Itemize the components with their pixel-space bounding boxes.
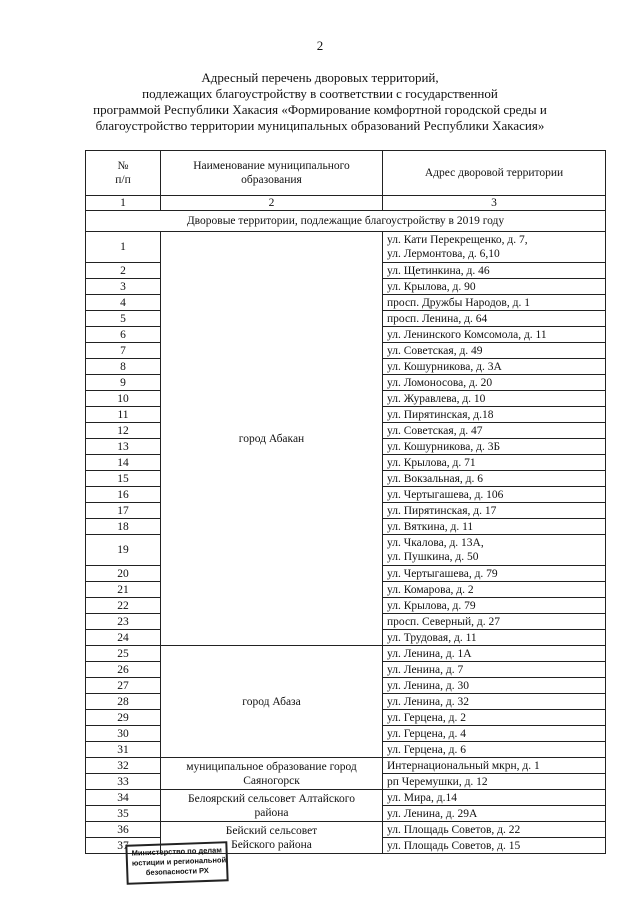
row-address: ул. Ленина, д. 32: [383, 694, 606, 710]
stamp-line: Министерство по делам: [131, 845, 222, 858]
document-title: [80, 70, 560, 134]
column-number: 1: [86, 196, 161, 211]
address-table: [85, 150, 606, 854]
stamp-line: безопасности РХ: [145, 865, 209, 878]
row-number: 18: [86, 519, 161, 535]
row-number: 1: [86, 232, 161, 263]
row-address: ул. Вяткина, д. 11: [383, 519, 606, 535]
title-line: благоустройство территории муниципальных образований Республики Хакасия»: [95, 118, 545, 133]
row-address: ул. Ленина, д. 1А: [383, 646, 606, 662]
table-row: [86, 232, 606, 263]
row-number: 6: [86, 327, 161, 343]
row-number: 25: [86, 646, 161, 662]
municipality-abaza: город Абаза: [161, 646, 383, 758]
header-number-symbol: №: [117, 160, 129, 172]
row-address: ул. Мира, д.14: [383, 790, 606, 806]
table-header-row: [86, 151, 606, 196]
table-row: [86, 646, 606, 662]
title-line: подлежащих благоустройству в соответствии с государственной: [142, 86, 498, 101]
row-address: ул. Комарова, д. 2: [383, 582, 606, 598]
row-address: ул. Щетинкина, д. 46: [383, 263, 606, 279]
row-address: ул. Кошурникова, д. 3А: [383, 359, 606, 375]
row-number: 34: [86, 790, 161, 806]
row-number: 14: [86, 455, 161, 471]
row-address: рп Черемушки, д. 12: [383, 774, 606, 790]
municipality-line: Белоярский сельсовет Алтайского: [188, 792, 355, 805]
stamp-line: юстиции и региональной: [131, 855, 227, 868]
row-number: 11: [86, 407, 161, 423]
registration-stamp: [125, 841, 228, 885]
row-number: 17: [86, 503, 161, 519]
row-address: ул. Журавлева, д. 10: [383, 391, 606, 407]
row-address: ул. Ленина, д. 29А: [383, 806, 606, 822]
table-row: [86, 822, 606, 838]
column-number: 3: [383, 196, 606, 211]
page-number: 2: [316, 38, 324, 53]
row-number: 30: [86, 726, 161, 742]
row-number: 2: [86, 263, 161, 279]
row-number: 20: [86, 566, 161, 582]
row-number: 8: [86, 359, 161, 375]
section-row: [86, 211, 606, 232]
row-number: 10: [86, 391, 161, 407]
row-address: ул. Площадь Советов, д. 15: [383, 838, 606, 854]
row-address: ул. Крылова, д. 71: [383, 455, 606, 471]
municipality-line: района: [254, 806, 289, 819]
row-address: ул. Советская, д. 47: [383, 423, 606, 439]
row-address: ул. Вокзальная, д. 6: [383, 471, 606, 487]
row-address: ул. Советская, д. 49: [383, 343, 606, 359]
row-number: 26: [86, 662, 161, 678]
row-number: 23: [86, 614, 161, 630]
column-number-row: [86, 196, 606, 211]
row-number: 24: [86, 630, 161, 646]
row-address: ул. Ленинского Комсомола, д. 11: [383, 327, 606, 343]
row-address: Интернациональный мкрн, д. 1: [383, 758, 606, 774]
municipality-abakan: город Абакан: [161, 232, 383, 646]
row-address: просп. Северный, д. 27: [383, 614, 606, 630]
municipality-line: Бейского района: [231, 838, 312, 851]
row-number: 4: [86, 295, 161, 311]
row-address: ул. Пирятинская, д.18: [383, 407, 606, 423]
address-line: ул. Кати Перекрещенко, д. 7,: [387, 234, 528, 246]
row-number: 29: [86, 710, 161, 726]
row-number: 36: [86, 822, 161, 838]
title-line: программой Республики Хакасия «Формирование комфортной городской среды и: [93, 102, 547, 117]
header-municipality: [161, 151, 383, 196]
row-number: 5: [86, 311, 161, 327]
table-row: [86, 758, 606, 774]
row-address: просп. Дружбы Народов, д. 1: [383, 295, 606, 311]
row-address: ул. Герцена, д. 4: [383, 726, 606, 742]
row-number: 37: [86, 838, 161, 854]
header-number: [86, 151, 161, 196]
header-number-label: п/п: [115, 174, 131, 186]
row-number: 22: [86, 598, 161, 614]
row-address: ул. Площадь Советов, д. 22: [383, 822, 606, 838]
row-address: ул. Крылова, д. 79: [383, 598, 606, 614]
municipality-line: Бейский сельсовет: [225, 824, 318, 837]
row-number: 21: [86, 582, 161, 598]
row-number: 28: [86, 694, 161, 710]
table-row: [86, 790, 606, 806]
row-address: [383, 535, 606, 566]
section-title: Дворовые территории, подлежащие благоустройству в 2019 году: [86, 211, 606, 232]
row-address: [383, 232, 606, 263]
row-address: ул. Крылова, д. 90: [383, 279, 606, 295]
row-address: ул. Ломоносова, д. 20: [383, 375, 606, 391]
header-address: Адрес дворовой территории: [383, 151, 606, 196]
address-line: ул. Чкалова, д. 13А,: [387, 537, 484, 549]
row-number: 32: [86, 758, 161, 774]
municipality-line: Саяногорск: [243, 774, 300, 787]
row-address: ул. Герцена, д. 6: [383, 742, 606, 758]
header-municipality-line2: образования: [241, 174, 302, 186]
column-number: 2: [161, 196, 383, 211]
row-address: просп. Ленина, д. 64: [383, 311, 606, 327]
row-address: ул. Трудовая, д. 11: [383, 630, 606, 646]
header-municipality-line1: Наименование муниципального: [193, 160, 350, 172]
row-number: 35: [86, 806, 161, 822]
row-address: ул. Чертыгашева, д. 106: [383, 487, 606, 503]
row-number: 12: [86, 423, 161, 439]
row-number: 9: [86, 375, 161, 391]
address-line: ул. Лермонтова, д. 6,10: [387, 248, 500, 260]
row-number: 15: [86, 471, 161, 487]
row-address: ул. Герцена, д. 2: [383, 710, 606, 726]
row-address: ул. Чертыгашева, д. 79: [383, 566, 606, 582]
row-number: 33: [86, 774, 161, 790]
title-line: Адресный перечень дворовых территорий,: [201, 70, 439, 85]
municipality-sayanogorsk: [161, 758, 383, 790]
municipality-beloyarsky: [161, 790, 383, 822]
row-number: 16: [86, 487, 161, 503]
row-address: ул. Кошурникова, д. 3Б: [383, 439, 606, 455]
row-number: 3: [86, 279, 161, 295]
row-number: 13: [86, 439, 161, 455]
row-number: 19: [86, 535, 161, 566]
row-address: ул. Ленина, д. 7: [383, 662, 606, 678]
row-number: 27: [86, 678, 161, 694]
row-number: 7: [86, 343, 161, 359]
address-line: ул. Пушкина, д. 50: [387, 551, 479, 563]
row-address: ул. Пирятинская, д. 17: [383, 503, 606, 519]
municipality-line: муниципальное образование город: [186, 760, 357, 773]
row-number: 31: [86, 742, 161, 758]
row-address: ул. Ленина, д. 30: [383, 678, 606, 694]
